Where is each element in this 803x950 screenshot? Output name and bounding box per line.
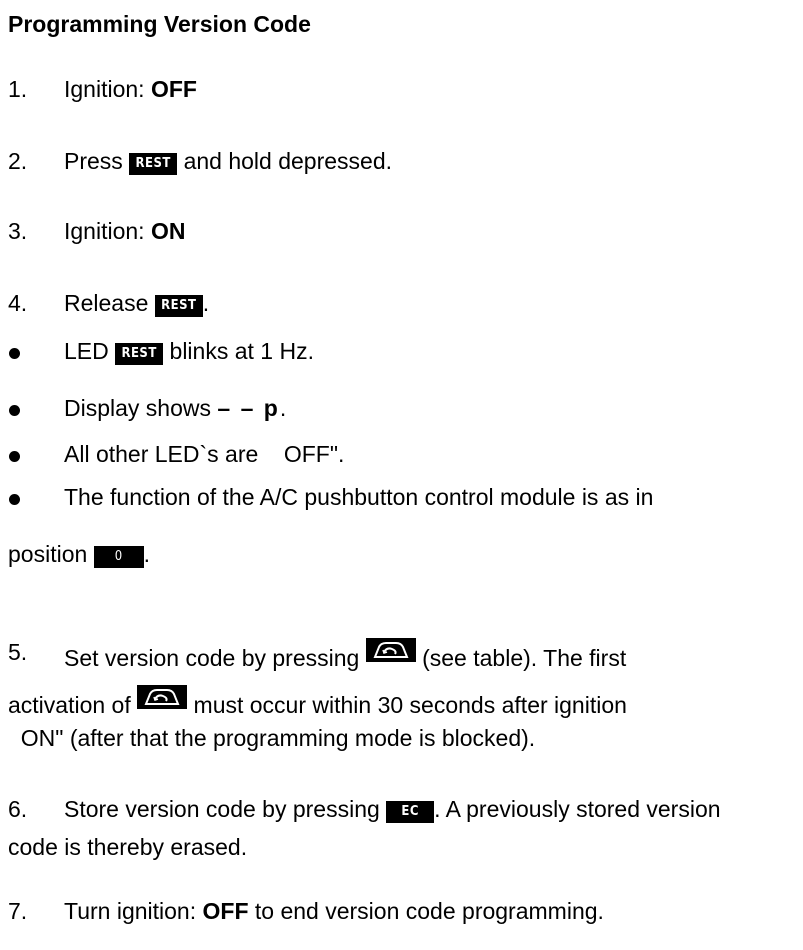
step-text: Store version code by pressing EC . A previously stored version bbox=[64, 796, 721, 822]
bullet-text: Display shows – – p. bbox=[64, 395, 287, 421]
air-recirculation-icon bbox=[366, 638, 416, 662]
step-text: Ignition: OFF bbox=[64, 76, 197, 102]
bullet-icon bbox=[9, 348, 20, 359]
step-number: 2. bbox=[8, 148, 28, 174]
bullet-icon bbox=[9, 405, 20, 416]
bullet-text: LED REST blinks at 1 Hz. bbox=[64, 338, 314, 364]
step-number: 3. bbox=[8, 218, 28, 244]
ec-button-symbol: EC bbox=[386, 801, 434, 823]
step-text: Ignition: ON bbox=[64, 218, 186, 244]
step-number: 4. bbox=[8, 290, 28, 316]
step-text: Turn ignition: OFF to end version code programming. bbox=[64, 898, 604, 924]
rest-button-symbol: REST bbox=[129, 153, 177, 175]
rest-button-symbol: REST bbox=[115, 343, 163, 365]
air-recirculation-icon bbox=[137, 685, 187, 709]
step-text-continued: ON" (after that the programming mode is blocked). bbox=[8, 725, 536, 751]
step-text: Release REST . bbox=[64, 290, 210, 316]
step-text-continued: code is thereby erased. bbox=[8, 834, 248, 860]
step-number: 1. bbox=[8, 76, 28, 102]
bullet-icon bbox=[9, 494, 20, 505]
step-number: 6. bbox=[8, 796, 28, 822]
bullet-text: All other LED`s are OFF". bbox=[64, 441, 345, 467]
zero-button-symbol: 0 bbox=[94, 546, 144, 568]
step-number: 5. bbox=[8, 639, 28, 665]
step-number: 7. bbox=[8, 898, 28, 924]
display-symbol: – – p bbox=[217, 395, 280, 421]
bullet-icon bbox=[9, 451, 20, 462]
bullet-text: The function of the A/C pushbutton control module is as in bbox=[64, 484, 654, 510]
rest-button-symbol: REST bbox=[155, 295, 203, 317]
step-text-continued: activation of must occur within 30 seconds after ignition bbox=[8, 685, 627, 719]
bullet-text-continued: position 0 . bbox=[8, 541, 151, 567]
step-text: Set version code by pressing (see table). The first bbox=[64, 638, 626, 672]
page-title: Programming Version Code bbox=[8, 11, 311, 37]
step-text: Press REST and hold depressed. bbox=[64, 148, 393, 174]
